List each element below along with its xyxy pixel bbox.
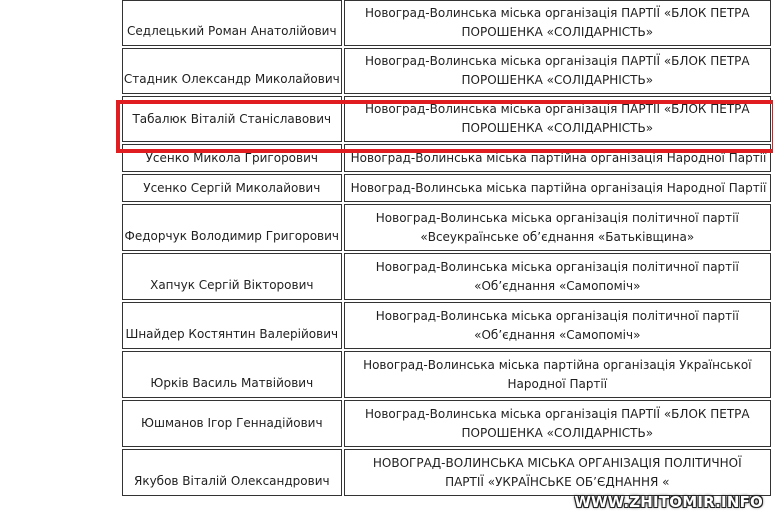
org-cell: Новоград-Волинська міська організація ПАРТІЇ «БЛОК ПЕТРА ПОРОШЕНКА «СОЛІДАРНІСТЬ» [344,400,771,447]
table-row [122,0,771,46]
table-row [122,253,771,300]
table-row [122,174,771,202]
name-cell: Стадник Олександр Миколайович [122,48,342,94]
table-row [122,144,771,172]
watermark: WWW.ZHITOMIR.INFO [574,493,763,511]
name-cell: Усенко Микола Григорович [122,144,342,172]
name-cell: Федорчук Володимир Григорович [122,204,342,251]
table-row [122,400,771,447]
table-row [122,449,771,496]
table-row [122,96,771,142]
org-cell: Новоград-Волинська міська організація політичної партії «Об’єднання «Самопоміч» [344,253,771,300]
org-cell: Новоград-Волинська міська організація політичної партії «Всеукраїнське об’єднання «Батьківщина» [344,204,771,251]
org-cell: Новоград-Волинська міська організація політичної партії «Об’єднання «Самопоміч» [344,302,771,349]
table-row [122,48,771,94]
deputies-table [120,0,773,498]
name-cell: Юшманов Ігор Геннадійович [122,400,342,447]
org-cell: НОВОГРАД-ВОЛИНСЬКА МІСЬКА ОРГАНІЗАЦІЯ ПОЛІТИЧНОЇ ПАРТІЇ «УКРАЇНСЬКЕ ОБ’ЄДНАННЯ « [344,449,771,496]
table-row [122,302,771,349]
table-row [122,351,771,398]
name-cell: Юрків Василь Матвійович [122,351,342,398]
org-cell: Новоград-Волинська міська організація ПАРТІЇ «БЛОК ПЕТРА ПОРОШЕНКА «СОЛІДАРНІСТЬ» [344,96,771,142]
name-cell: Усенко Сергій Миколайович [122,174,342,202]
org-cell: Новоград-Волинська міська організація ПАРТІЇ «БЛОК ПЕТРА ПОРОШЕНКА «СОЛІДАРНІСТЬ» [344,0,771,46]
name-cell: Шнайдер Костянтин Валерійович [122,302,342,349]
org-cell: Новоград-Волинська міська організація ПАРТІЇ «БЛОК ПЕТРА ПОРОШЕНКА «СОЛІДАРНІСТЬ» [344,48,771,94]
org-cell: Новоград-Волинська міська партійна організація Народної Партії [344,144,771,172]
name-cell: Якубов Віталій Олександрович [122,449,342,496]
name-cell: Табалюк Віталій Станіславович [122,96,342,142]
name-cell: Хапчук Сергій Вікторович [122,253,342,300]
name-cell: Седлецький Роман Анатолійович [122,0,342,46]
org-cell: Новоград-Волинська міська партійна організація Народної Партії [344,174,771,202]
org-cell: Новоград-Волинська міська партійна організація Української Народної Партії [344,351,771,398]
table-row [122,204,771,251]
